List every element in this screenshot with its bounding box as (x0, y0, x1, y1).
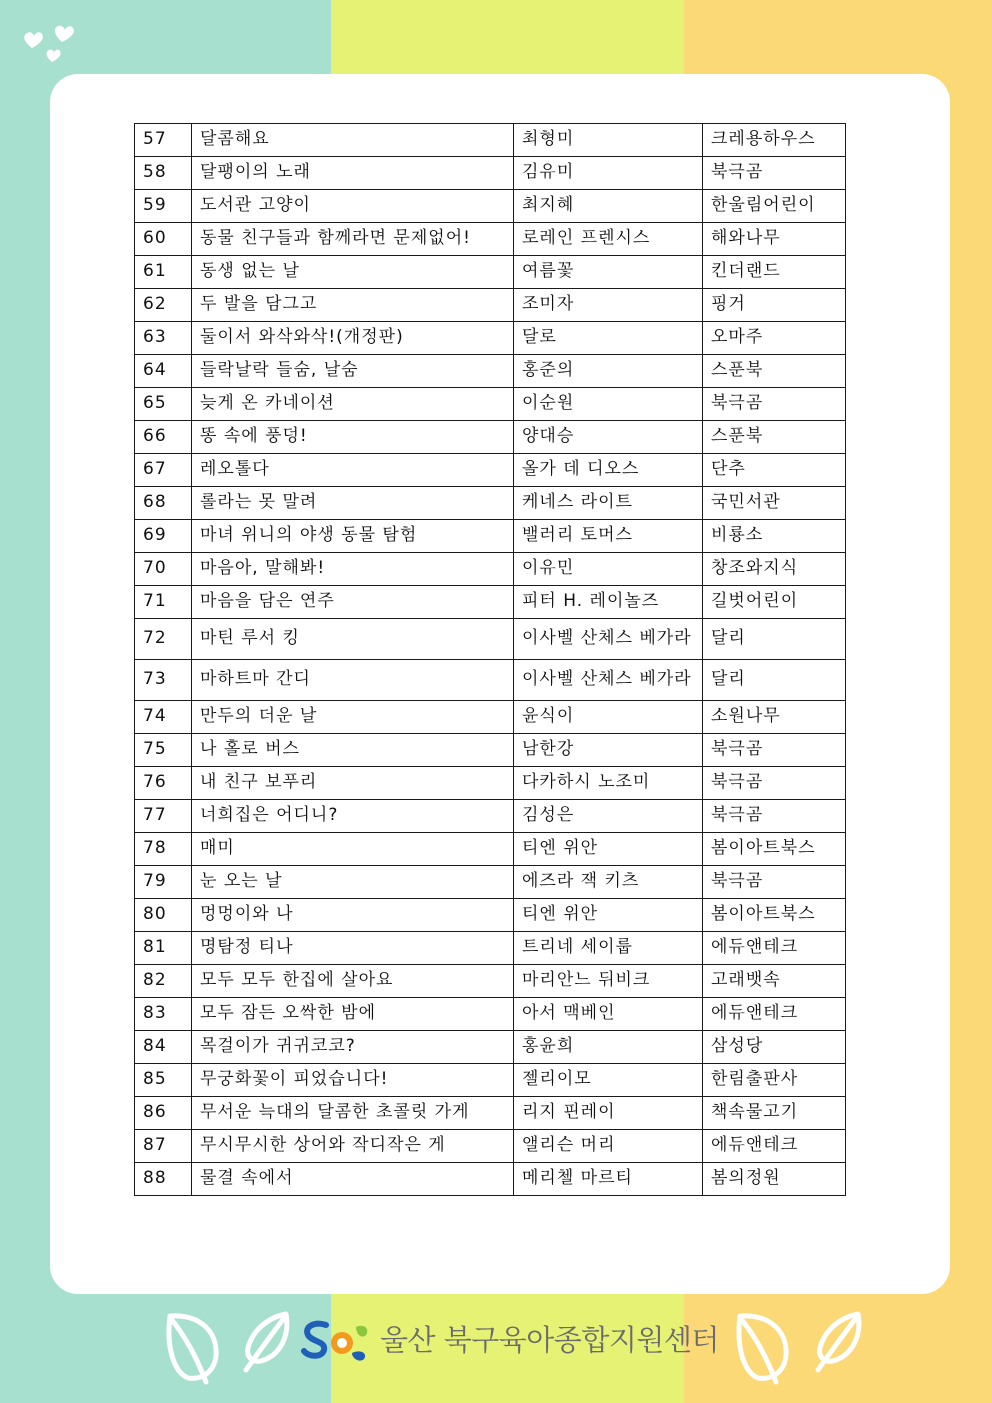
book-author: 밸러리 토머스 (514, 520, 703, 553)
book-publisher: 크레용하우스 (703, 124, 846, 157)
row-number: 61 (135, 256, 192, 289)
book-title: 똥 속에 풍덩! (192, 421, 514, 454)
table-row (135, 899, 846, 932)
book-title: 도서관 고양이 (192, 190, 514, 223)
book-publisher: 달리 (703, 660, 846, 701)
book-author: 티엔 위안 (514, 833, 703, 866)
table-row (135, 965, 846, 998)
row-number: 82 (135, 965, 192, 998)
row-number: 68 (135, 487, 192, 520)
table-row (135, 767, 846, 800)
book-title: 만두의 더운 날 (192, 701, 514, 734)
book-title: 두 발을 담그고 (192, 289, 514, 322)
book-title: 롤라는 못 말려 (192, 487, 514, 520)
book-title: 물결 속에서 (192, 1163, 514, 1196)
leaf-icon (236, 1308, 296, 1378)
book-author: 에즈라 잭 키츠 (514, 866, 703, 899)
book-author: 젤리이모 (514, 1064, 703, 1097)
table-row (135, 223, 846, 256)
book-title: 무시무시한 상어와 작디작은 게 (192, 1130, 514, 1163)
table-row (135, 932, 846, 965)
book-author: 김성은 (514, 800, 703, 833)
book-author: 티엔 위안 (514, 899, 703, 932)
row-number: 72 (135, 619, 192, 660)
book-author: 이사벨 산체스 베가라 (514, 619, 703, 660)
book-title: 무서운 늑대의 달콤한 초콜릿 가게 (192, 1097, 514, 1130)
table-row (135, 701, 846, 734)
book-publisher: 스푼북 (703, 355, 846, 388)
book-author: 올가 데 디오스 (514, 454, 703, 487)
book-author: 홍준의 (514, 355, 703, 388)
row-number: 85 (135, 1064, 192, 1097)
book-author: 양대승 (514, 421, 703, 454)
book-publisher: 북극곰 (703, 800, 846, 833)
book-author: 윤식이 (514, 701, 703, 734)
book-author: 이사벨 산체스 베가라 (514, 660, 703, 701)
book-publisher: 책속물고기 (703, 1097, 846, 1130)
leaf-icon (808, 1308, 868, 1378)
book-title: 둘이서 와삭와삭!(개정판) (192, 322, 514, 355)
row-number: 65 (135, 388, 192, 421)
book-author: 이순원 (514, 388, 703, 421)
row-number: 67 (135, 454, 192, 487)
book-title: 마하트마 간디 (192, 660, 514, 701)
row-number: 88 (135, 1163, 192, 1196)
book-title: 동물 친구들과 함께라면 문제없어! (192, 223, 514, 256)
book-publisher: 킨더랜드 (703, 256, 846, 289)
row-number: 64 (135, 355, 192, 388)
table-row (135, 1097, 846, 1130)
book-publisher: 핑거 (703, 289, 846, 322)
book-author: 케네스 라이트 (514, 487, 703, 520)
book-author: 최형미 (514, 124, 703, 157)
book-title: 매미 (192, 833, 514, 866)
book-publisher: 고래뱃속 (703, 965, 846, 998)
book-author: 로레인 프렌시스 (514, 223, 703, 256)
book-author: 트리네 세이룹 (514, 932, 703, 965)
book-author: 피터 H. 레이놀즈 (514, 586, 703, 619)
book-title: 달콤해요 (192, 124, 514, 157)
table-row (135, 256, 846, 289)
book-title: 레오톨다 (192, 454, 514, 487)
book-author: 메리첼 마르티 (514, 1163, 703, 1196)
row-number: 77 (135, 800, 192, 833)
book-publisher: 비룡소 (703, 520, 846, 553)
table-row (135, 355, 846, 388)
table-row (135, 833, 846, 866)
row-number: 87 (135, 1130, 192, 1163)
table-row (135, 421, 846, 454)
book-title: 들락날락 들숨, 날숨 (192, 355, 514, 388)
book-publisher: 한울림어린이 (703, 190, 846, 223)
book-publisher: 북극곰 (703, 767, 846, 800)
book-publisher: 에듀앤테크 (703, 998, 846, 1031)
book-author: 여름꽃 (514, 256, 703, 289)
book-author: 다카하시 노조미 (514, 767, 703, 800)
table-row (135, 289, 846, 322)
row-number: 66 (135, 421, 192, 454)
book-title: 마틴 루서 킹 (192, 619, 514, 660)
row-number: 59 (135, 190, 192, 223)
table-row (135, 866, 846, 899)
book-author: 김유미 (514, 157, 703, 190)
book-publisher: 달리 (703, 619, 846, 660)
row-number: 80 (135, 899, 192, 932)
org-name: 울산 북구육아종합지원센터 (380, 1323, 719, 1357)
row-number: 79 (135, 866, 192, 899)
book-author: 이유민 (514, 553, 703, 586)
book-title: 동생 없는 날 (192, 256, 514, 289)
book-title: 마녀 위니의 야생 동물 탐험 (192, 520, 514, 553)
book-title: 내 친구 보푸리 (192, 767, 514, 800)
book-publisher: 오마주 (703, 322, 846, 355)
book-list-table (134, 123, 846, 1196)
book-author: 리지 핀레이 (514, 1097, 703, 1130)
book-publisher: 길벗어린이 (703, 586, 846, 619)
row-number: 86 (135, 1097, 192, 1130)
table-row (135, 998, 846, 1031)
book-publisher: 삼성당 (703, 1031, 846, 1064)
table-row (135, 1064, 846, 1097)
book-title: 멍멍이와 나 (192, 899, 514, 932)
book-publisher: 북극곰 (703, 388, 846, 421)
row-number: 60 (135, 223, 192, 256)
book-author: 최지혜 (514, 190, 703, 223)
book-title: 모두 모두 한집에 살아요 (192, 965, 514, 998)
book-publisher: 창조와지식 (703, 553, 846, 586)
book-title: 무궁화꽃이 피었습니다! (192, 1064, 514, 1097)
table-row (135, 660, 846, 701)
book-publisher: 단추 (703, 454, 846, 487)
book-publisher: 국민서관 (703, 487, 846, 520)
table-row (135, 190, 846, 223)
book-list-body (135, 124, 846, 1196)
table-row (135, 124, 846, 157)
book-title: 너희집은 어디니? (192, 800, 514, 833)
row-number: 81 (135, 932, 192, 965)
leaf-icon (728, 1308, 808, 1388)
row-number: 84 (135, 1031, 192, 1064)
table-row (135, 553, 846, 586)
book-publisher: 북극곰 (703, 866, 846, 899)
table-row (135, 800, 846, 833)
table-row (135, 586, 846, 619)
table-row (135, 322, 846, 355)
row-number: 74 (135, 701, 192, 734)
book-publisher: 에듀앤테크 (703, 1130, 846, 1163)
book-author: 조미자 (514, 289, 703, 322)
book-publisher: 해와나무 (703, 223, 846, 256)
row-number: 69 (135, 520, 192, 553)
row-number: 76 (135, 767, 192, 800)
book-title: 명탐정 티나 (192, 932, 514, 965)
book-author: 앨리슨 머리 (514, 1130, 703, 1163)
row-number: 63 (135, 322, 192, 355)
row-number: 75 (135, 734, 192, 767)
book-publisher: 한림출판사 (703, 1064, 846, 1097)
leaf-icon (158, 1308, 238, 1388)
book-author: 아서 맥베인 (514, 998, 703, 1031)
row-number: 78 (135, 833, 192, 866)
book-author: 마리안느 뒤비크 (514, 965, 703, 998)
row-number: 83 (135, 998, 192, 1031)
book-title: 목걸이가 귀귀코코? (192, 1031, 514, 1064)
row-number: 71 (135, 586, 192, 619)
book-publisher: 스푼북 (703, 421, 846, 454)
book-author: 홍윤희 (514, 1031, 703, 1064)
table-row (135, 388, 846, 421)
row-number: 62 (135, 289, 192, 322)
table-row (135, 454, 846, 487)
ulsan-bukgu-logo-icon (300, 1315, 372, 1363)
table-row (135, 157, 846, 190)
book-title: 달팽이의 노래 (192, 157, 514, 190)
row-number: 58 (135, 157, 192, 190)
book-author: 달로 (514, 322, 703, 355)
book-publisher: 에듀앤테크 (703, 932, 846, 965)
row-number: 70 (135, 553, 192, 586)
book-publisher: 소원나무 (703, 701, 846, 734)
hearts-icon (18, 20, 84, 74)
table-row (135, 520, 846, 553)
book-publisher: 봄이아트북스 (703, 899, 846, 932)
row-number: 73 (135, 660, 192, 701)
table-row (135, 487, 846, 520)
book-title: 모두 잠든 오싹한 밤에 (192, 998, 514, 1031)
table-row (135, 1163, 846, 1196)
table-row (135, 619, 846, 660)
row-number: 57 (135, 124, 192, 157)
book-title: 마음을 담은 연주 (192, 586, 514, 619)
table-row (135, 1031, 846, 1064)
book-title: 늦게 온 카네이션 (192, 388, 514, 421)
table-row (135, 1130, 846, 1163)
book-author: 남한강 (514, 734, 703, 767)
book-publisher: 봄의정원 (703, 1163, 846, 1196)
book-title: 마음아, 말해봐! (192, 553, 514, 586)
book-publisher: 북극곰 (703, 734, 846, 767)
book-title: 눈 오는 날 (192, 866, 514, 899)
table-row (135, 734, 846, 767)
book-publisher: 북극곰 (703, 157, 846, 190)
book-title: 나 홀로 버스 (192, 734, 514, 767)
book-publisher: 봄이아트북스 (703, 833, 846, 866)
